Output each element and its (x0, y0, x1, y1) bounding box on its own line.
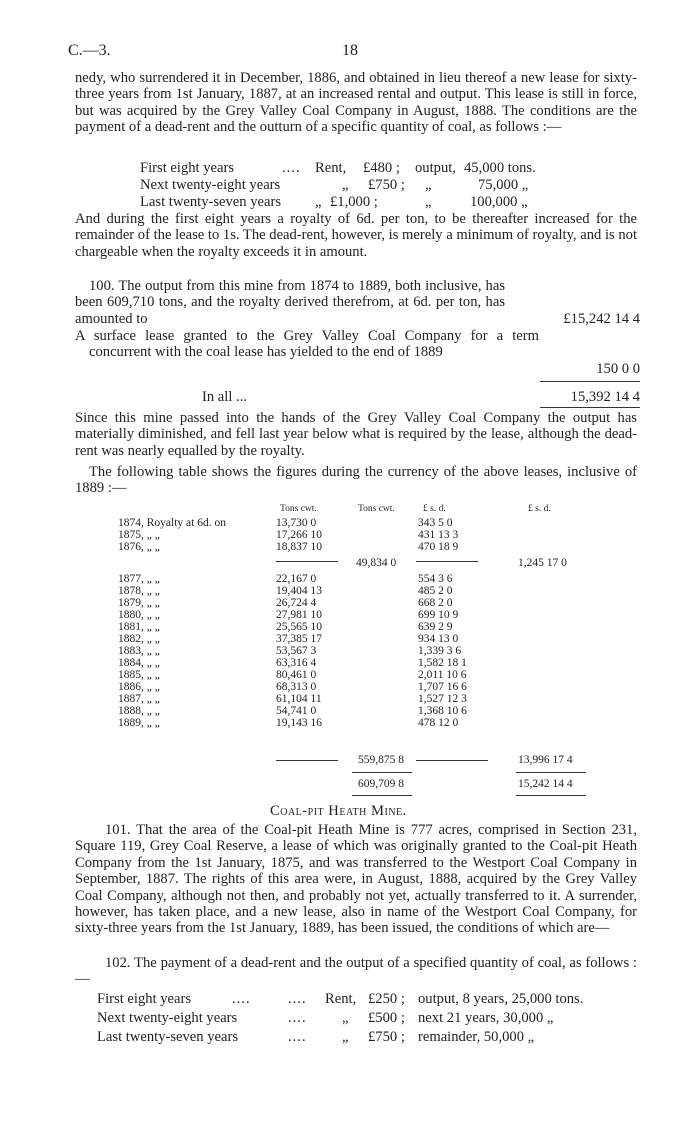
subtotal-rule (276, 760, 338, 761)
total-tons: 609,709 8 (358, 778, 404, 790)
term-rent: £500 ; (368, 1010, 405, 1026)
surface-lease-text: A surface lease granted to the Grey Valley Coal Company for a term concurrent with the coal lease has yielded to the end of 1889 (75, 328, 539, 361)
term-rent: £750 ; (368, 177, 405, 193)
table-cell-tons: 37,385 17 (276, 633, 322, 645)
term-output-label: „ (425, 194, 432, 210)
table-cell-lsd: 699 10 9 (418, 609, 459, 621)
term-rent-label: „ (342, 1010, 349, 1026)
subtotal-rule (276, 561, 338, 562)
table-cell-year: 1886, „ „ (118, 681, 160, 693)
term-rent: £250 ; (368, 991, 405, 1007)
term-output: output, 8 years, 25,000 tons. (418, 991, 584, 1007)
term-rent: £750 ; (368, 1029, 405, 1045)
term-output: 45,000 tons. (464, 160, 536, 176)
table-cell-lsd: 1,707 16 6 (418, 681, 467, 693)
table-cell-lsd: 554 3 6 (418, 573, 453, 585)
term-dots: .... (282, 160, 301, 176)
table-cell-lsd: 343 5 0 (418, 517, 453, 529)
table-cell-tons: 19,143 16 (276, 717, 322, 729)
table-cell-tons: 18,837 10 (276, 541, 322, 553)
table-cell-year: 1875, „ „ (118, 529, 160, 541)
table-cell-lsd: 668 2 0 (418, 597, 453, 609)
term-output: remainder, 50,000 „ (418, 1029, 535, 1045)
term-dots: .... (288, 991, 307, 1007)
table-cell-tons: 19,404 13 (276, 585, 322, 597)
header-lsd-1: £ s. d. (423, 504, 446, 514)
term-dots: .... (232, 991, 251, 1007)
term-period: Next twenty-eight years (140, 177, 281, 193)
surface-lease-amount: 150 0 0 (596, 361, 640, 377)
page-number: 18 (342, 42, 358, 59)
report-code: C.—3. (68, 42, 111, 59)
paragraph-100-amount: £15,242 14 4 (563, 311, 640, 327)
subtotal-lsd-1: 1,245 17 0 (518, 557, 567, 569)
term-output: 100,000 „ (470, 194, 528, 210)
term-rent-label: „ (342, 1029, 349, 1045)
table-cell-year: 1887, „ „ (118, 693, 160, 705)
paragraph-101: 101. That the area of the Coal-pit Heath Mine is 777 acres, comprised in Section 231, Square 119, Grey Coal Reserve, a lease of which was originally granted to the Coal-pit Heath Company from the 1st January, 1875, and was transferred to the Westport Coal Company in September, 1887. The rights of this area were, in August, 1888, acquired by the Grey Valley Coal Company, although not then, and probably not yet, actually transferred to it. A surrender, however, has taken place, and a new lease, also in name of the Westport Coal Company, for sixty-three years from the 1st January, 1889, has been issued, the conditions of which are— (75, 822, 637, 937)
table-cell-lsd: 478 12 0 (418, 717, 459, 729)
header-tons-1: Tons cwt. (280, 504, 317, 514)
term-output-label: output, (415, 160, 456, 176)
paragraph-royalty: And during the first eight years a royalty of 6d. per ton, to be thereafter increased for the remainder of the lease to 1s. The dead-rent, however, is merely a minimum of royalty, and is not chargeable when the royalty exceeds it in amount. (75, 211, 637, 260)
term-rent-label: „ (315, 194, 322, 210)
table-cell-tons: 63,316 4 (276, 657, 317, 669)
term-rent-label: „ (342, 177, 349, 193)
in-all-amount: 15,392 14 4 (570, 389, 640, 405)
header-lsd-2: £ s. d. (528, 504, 551, 514)
table-cell-year: 1883, „ „ (118, 645, 160, 657)
table-cell-lsd: 431 13 3 (418, 529, 459, 541)
table-cell-year: 1878, „ „ (118, 585, 160, 597)
subtotal-rule (416, 561, 478, 562)
paragraph-table-intro: The following table shows the figures during the currency of the above leases, inclusive of 1889 :— (75, 464, 637, 497)
term-rent: £1,000 ; (330, 194, 378, 210)
table-cell-tons: 13,730 0 (276, 517, 317, 529)
table-cell-tons: 54,741 0 (276, 705, 317, 717)
table-cell-year: 1884, „ „ (118, 657, 160, 669)
term-period: First eight years (140, 160, 235, 176)
paragraph-since: Since this mine passed into the hands of the Grey Valley Coal Company the output has materially diminished, and fell last year below what is required by the lease, although the dead-rent was nearly equalled by the royalty. (75, 410, 637, 459)
term-dots: .... (288, 1029, 307, 1045)
section-heading: Coal-pit Heath Mine. (270, 803, 407, 819)
term-output: 75,000 „ (478, 177, 529, 193)
table-cell-year: 1876, „ „ (118, 541, 160, 553)
table-cell-lsd: 934 13 0 (418, 633, 459, 645)
table-cell-lsd: 1,368 10 6 (418, 705, 467, 717)
term-output-label: „ (425, 177, 432, 193)
term-period: Last twenty-seven years (140, 194, 282, 210)
sum-rule (540, 407, 640, 408)
table-cell-year: 1874, Royalty at 6d. on (118, 517, 226, 529)
term-dots: .... (288, 1010, 307, 1026)
term-period: Last twenty-seven years (97, 1029, 239, 1045)
table-cell-year: 1881, „ „ (118, 621, 160, 633)
paragraph-102: 102. The payment of a dead-rent and the output of a specified quantity of coal, as follows :— (75, 955, 637, 988)
table-cell-lsd: 2,011 10 6 (418, 669, 467, 681)
term-output: next 21 years, 30,000 „ (418, 1010, 554, 1026)
term-period: Next twenty-eight years (97, 1010, 238, 1026)
table-cell-tons: 53,567 3 (276, 645, 317, 657)
total-rule (352, 772, 412, 773)
table-cell-tons: 61,104 11 (276, 693, 322, 705)
subtotal-rule (416, 760, 488, 761)
table-cell-tons: 26,724 4 (276, 597, 317, 609)
total-rule (352, 795, 412, 796)
table-cell-tons: 80,461 0 (276, 669, 317, 681)
subtotal-tons-1: 49,834 0 (356, 557, 397, 569)
table-cell-lsd: 1,582 18 1 (418, 657, 467, 669)
term-rent-label: Rent, (315, 160, 347, 176)
table-cell-year: 1888, „ „ (118, 705, 160, 717)
sum-rule (540, 381, 640, 382)
table-cell-year: 1879, „ „ (118, 597, 160, 609)
table-cell-lsd: 1,527 12 3 (418, 693, 467, 705)
table-cell-lsd: 485 2 0 (418, 585, 453, 597)
table-cell-year: 1880, „ „ (118, 609, 160, 621)
header-tons-2: Tons cwt. (358, 504, 395, 514)
subtotal-lsd-2: 13,996 17 4 (518, 754, 573, 766)
table-cell-tons: 68,313 0 (276, 681, 317, 693)
table-cell-lsd: 1,339 3 6 (418, 645, 462, 657)
table-cell-year: 1889, „ „ (118, 717, 160, 729)
total-rule (516, 772, 586, 773)
subtotal-tons-2: 559,875 8 (358, 754, 404, 766)
table-cell-tons: 17,266 10 (276, 529, 322, 541)
term-rent: £480 ; (363, 160, 400, 176)
table-cell-lsd: 470 18 9 (418, 541, 459, 553)
paragraph-intro: nedy, who surrendered it in December, 1886, and obtained in lieu thereof a new lease for sixty-three years from 1st January, 1887, at an increased rental and output. This lease is still in force, but was acquired by the Grey Valley Coal Company in August, 1888. The conditions are the payment of a dead-rent and the outturn of a specific quantity of coal, as follows :— (75, 70, 637, 136)
table-cell-year: 1882, „ „ (118, 633, 160, 645)
table-cell-year: 1877, „ „ (118, 573, 160, 585)
table-cell-year: 1885, „ „ (118, 669, 160, 681)
in-all-label: In all ... (202, 389, 247, 405)
term-rent-label: Rent, (325, 991, 357, 1007)
total-rule (516, 795, 586, 796)
table-cell-tons: 25,565 10 (276, 621, 322, 633)
paragraph-100: 100. The output from this mine from 1874 to 1889, both inclusive, has been 609,710 tons, and the royalty derived therefrom, at 6d. per ton, has amounted to (75, 278, 505, 327)
term-period: First eight years (97, 991, 192, 1007)
total-lsd: 15,242 14 4 (518, 778, 573, 790)
table-cell-lsd: 639 2 9 (418, 621, 453, 633)
table-cell-tons: 27,981 10 (276, 609, 322, 621)
table-cell-tons: 22,167 0 (276, 573, 317, 585)
